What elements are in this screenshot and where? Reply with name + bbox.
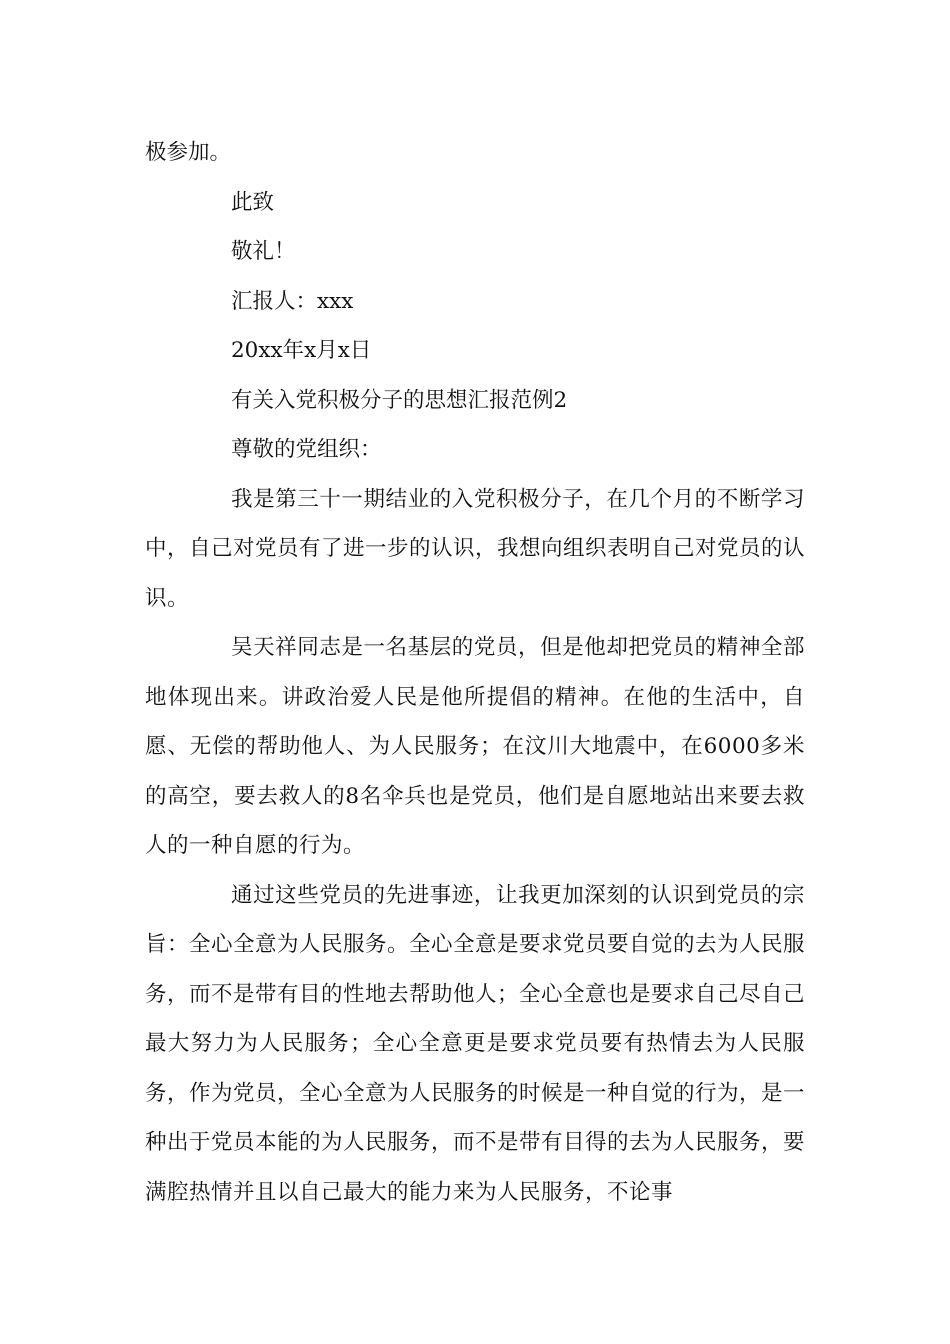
section-title: 有关入党积极分子的思想汇报范例2 bbox=[231, 387, 568, 413]
regards-line: 敬礼！ bbox=[231, 239, 296, 264]
body-paragraph: 我是第三十一期结业的入党积极分子，在几个月的不断学习中，自己对党员有了进一步的认识，我想向组织表明自己对党员的认识。 bbox=[145, 486, 806, 611]
document-body bbox=[145, 128, 805, 1217]
salutation-line: 此致 bbox=[231, 189, 275, 215]
date-line: 20xx年x月x日 bbox=[231, 338, 372, 363]
body-paragraph: 通过这些党员的先进事迹，让我更加深刻的认识到党员的宗旨：全心全意为人民服务。全心全意是要求党员要自觉的去为人民服务，而不是带有目的性地去帮助他人；全心全意也是要求自己尽自己最大努力为人民服务；全心全意更是要求党员要有热情去为人民服务，作为党员，全心全意为人民服务的时候是一种自觉的行为，是一种出于党员本能的为人民服务，而不是带有目得的去为人民服务，要满腔热情并且以自己最大的能力来为人民服务，不论事 bbox=[145, 882, 806, 1205]
body-paragraph: 吴天祥同志是一名基层的党员，但是他却把党员的精神全部地体现出来。讲政治爱人民是他所提倡的精神。在他的生活中，自愿、无偿的帮助他人、为人民服务；在汶川大地震中，在6000多米的高空，要去救人的8名伞兵也是党员，他们是自愿地站出来要去救人的一种自愿的行为。 bbox=[145, 635, 805, 858]
addressee-line: 尊敬的党组织： bbox=[231, 437, 382, 462]
continuation-line: 极参加。 bbox=[145, 140, 232, 165]
reporter-line: 汇报人：xxx bbox=[231, 288, 354, 314]
